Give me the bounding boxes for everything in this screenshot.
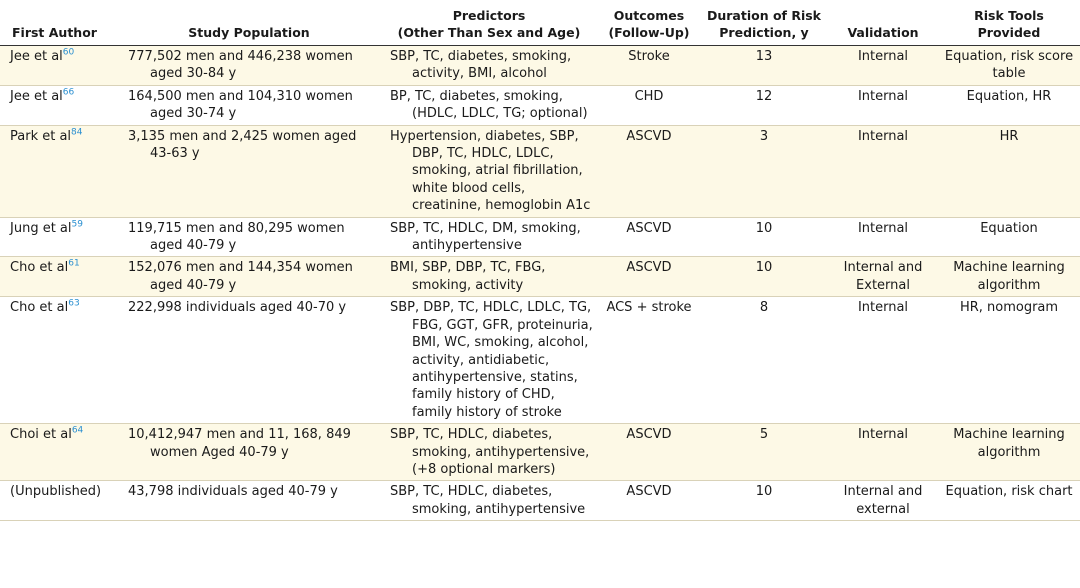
cell-predictors: [380, 481, 598, 521]
author-name: Cho et al: [10, 300, 69, 316]
reference-link[interactable]: 59: [71, 219, 83, 230]
cell-duration: 10: [755, 260, 773, 276]
cell-risk-tools: HR: [999, 128, 1019, 144]
cell-study-population: [118, 297, 380, 424]
cell-predictors: [380, 85, 598, 125]
cell-duration: 12: [755, 88, 773, 104]
header-predictors-line1: Predictors: [452, 8, 526, 23]
reference-link[interactable]: 66: [62, 87, 75, 98]
cell-validation: Internal: [857, 220, 909, 236]
population-text: 3,135 men and 2,425 women aged 43-63 y: [128, 128, 357, 162]
cell-outcomes: ASCVD: [626, 220, 672, 236]
table-row: [0, 481, 1080, 521]
predictors-text: SBP, TC, HDLC, DM, smoking, antihypertensive: [390, 220, 581, 254]
cell-risk-tools: Equation, risk score table: [944, 49, 1074, 82]
cell-first-author: [0, 297, 118, 424]
table-row: [0, 125, 1080, 217]
cell-risk-tools: HR, nomogram: [959, 300, 1059, 316]
header-predictors-line2: (Other Than Sex and Age): [397, 25, 581, 40]
header-predictors: [380, 0, 598, 46]
cell-validation: Internal: [857, 427, 909, 443]
population-text: 152,076 men and 144,354 women aged 40-79 y: [128, 260, 353, 293]
header-duration-line2: Prediction, y: [719, 25, 809, 40]
table-header: [0, 0, 1080, 46]
predictors-text: SBP, TC, diabetes, smoking, activity, BMI, alcohol: [390, 49, 572, 82]
cell-first-author: [0, 481, 118, 521]
cell-outcomes: ACS + stroke: [606, 300, 692, 316]
author-name: Choi et al: [10, 427, 72, 443]
cell-study-population: [118, 424, 380, 481]
population-text: 164,500 men and 104,310 women aged 30-74 y: [128, 88, 353, 122]
predictors-text: SBP, TC, HDLC, diabetes, smoking, antihypertensive, (+8 optional markers): [390, 427, 590, 477]
cell-validation: Internal and External: [843, 260, 923, 293]
cell-first-author: [0, 217, 118, 257]
header-validation: Validation: [847, 25, 919, 40]
predictors-text: SBP, DBP, TC, HDLC, LDLC, TG, FBG, GGT, GFR, proteinuria, BMI, WC, smoking, alcohol, activity, antidiabetic, antihypertensive, statins, family history of CHD, family history of stroke: [390, 300, 593, 420]
cell-study-population: [118, 217, 380, 257]
cell-predictors: [380, 297, 598, 424]
author-name: Jung et al: [10, 220, 72, 236]
header-risk-tools: Risk Tools Provided: [974, 8, 1044, 40]
cell-outcomes: ASCVD: [626, 260, 672, 276]
cell-predictors: [380, 125, 598, 217]
population-text: 43,798 individuals aged 40-79 y: [128, 484, 338, 500]
cell-duration: 13: [755, 49, 773, 64]
table-row: [0, 257, 1080, 297]
cell-first-author: [0, 85, 118, 125]
header-outcomes-line1: Outcomes: [613, 8, 685, 23]
population-text: 10,412,947 men and 11, 168, 849 women Aged 40-79 y: [128, 427, 351, 460]
header-outcomes: [598, 0, 700, 46]
predictors-text: BMI, SBP, DBP, TC, FBG, smoking, activity: [390, 260, 546, 293]
cell-first-author: [0, 257, 118, 297]
reference-link[interactable]: 64: [71, 425, 84, 436]
cell-first-author: [0, 46, 118, 86]
author-name: Jee et al: [10, 88, 63, 104]
cell-study-population: [118, 85, 380, 125]
cell-risk-tools: Machine learning algorithm: [953, 427, 1065, 460]
cell-validation: Internal: [857, 128, 909, 144]
cell-duration: 10: [755, 220, 773, 236]
cell-validation: Internal: [857, 49, 909, 64]
cell-outcomes: Stroke: [628, 49, 670, 64]
reference-link[interactable]: 63: [68, 298, 80, 309]
cell-risk-tools: Equation, HR: [966, 88, 1052, 104]
cell-risk-tools: Machine learning algorithm: [953, 260, 1065, 293]
cell-duration: 8: [759, 300, 769, 316]
reference-link[interactable]: 60: [62, 47, 75, 58]
cell-study-population: [118, 481, 380, 521]
cell-duration: 5: [759, 427, 769, 443]
cell-validation: Internal and external: [843, 484, 923, 517]
table-row: [0, 217, 1080, 257]
table-row: [0, 46, 1080, 86]
cell-first-author: [0, 125, 118, 217]
author-name: Park et al: [10, 128, 72, 144]
header-study-population: Study Population: [188, 25, 310, 40]
cell-predictors: [380, 257, 598, 297]
predictors-text: Hypertension, diabetes, SBP, DBP, TC, HDLC, LDLC, smoking, atrial fibrillation, white blood cells, creatinine, hemoglobin A1c: [390, 128, 591, 214]
cell-predictors: [380, 424, 598, 481]
population-text: 119,715 men and 80,295 women aged 40-79 y: [128, 220, 345, 254]
predictors-text: BP, TC, diabetes, smoking, (HDLC, LDLC, TG; optional): [390, 88, 588, 122]
predictors-text: SBP, TC, HDLC, diabetes, smoking, antihypertensive: [390, 484, 586, 517]
cell-duration: 10: [755, 484, 773, 500]
header-outcomes-line2: (Follow-Up): [608, 25, 690, 40]
reference-link[interactable]: 84: [71, 127, 83, 138]
table-body: [0, 46, 1080, 521]
table-row: [0, 85, 1080, 125]
header-row: [0, 0, 1080, 46]
header-duration: [700, 0, 828, 46]
reference-link[interactable]: 61: [68, 259, 80, 270]
cell-predictors: [380, 46, 598, 86]
cell-validation: Internal: [857, 88, 909, 104]
author-name: Cho et al: [10, 260, 69, 276]
author-name: Jee et al: [10, 49, 63, 64]
table-row: [0, 424, 1080, 481]
header-first-author: First Author: [12, 25, 97, 40]
cell-study-population: [118, 46, 380, 86]
cell-first-author: [0, 424, 118, 481]
cell-study-population: [118, 125, 380, 217]
cell-outcomes: ASCVD: [626, 484, 672, 500]
cell-risk-tools: Equation: [980, 220, 1038, 236]
cell-risk-tools: Equation, risk chart: [945, 484, 1073, 500]
cell-validation: Internal: [857, 300, 909, 316]
population-text: 777,502 men and 446,238 women aged 30-84 y: [128, 49, 353, 82]
header-duration-line1: Duration of Risk: [706, 8, 821, 23]
population-text: 222,998 individuals aged 40-70 y: [128, 300, 347, 316]
cell-outcomes: CHD: [634, 88, 664, 104]
cell-duration: 3: [759, 128, 769, 144]
author-name: (Unpublished): [10, 484, 102, 500]
cell-outcomes: ASCVD: [626, 427, 672, 443]
cell-outcomes: ASCVD: [626, 128, 672, 144]
cell-study-population: [118, 257, 380, 297]
cell-predictors: [380, 217, 598, 257]
table-row: [0, 297, 1080, 424]
